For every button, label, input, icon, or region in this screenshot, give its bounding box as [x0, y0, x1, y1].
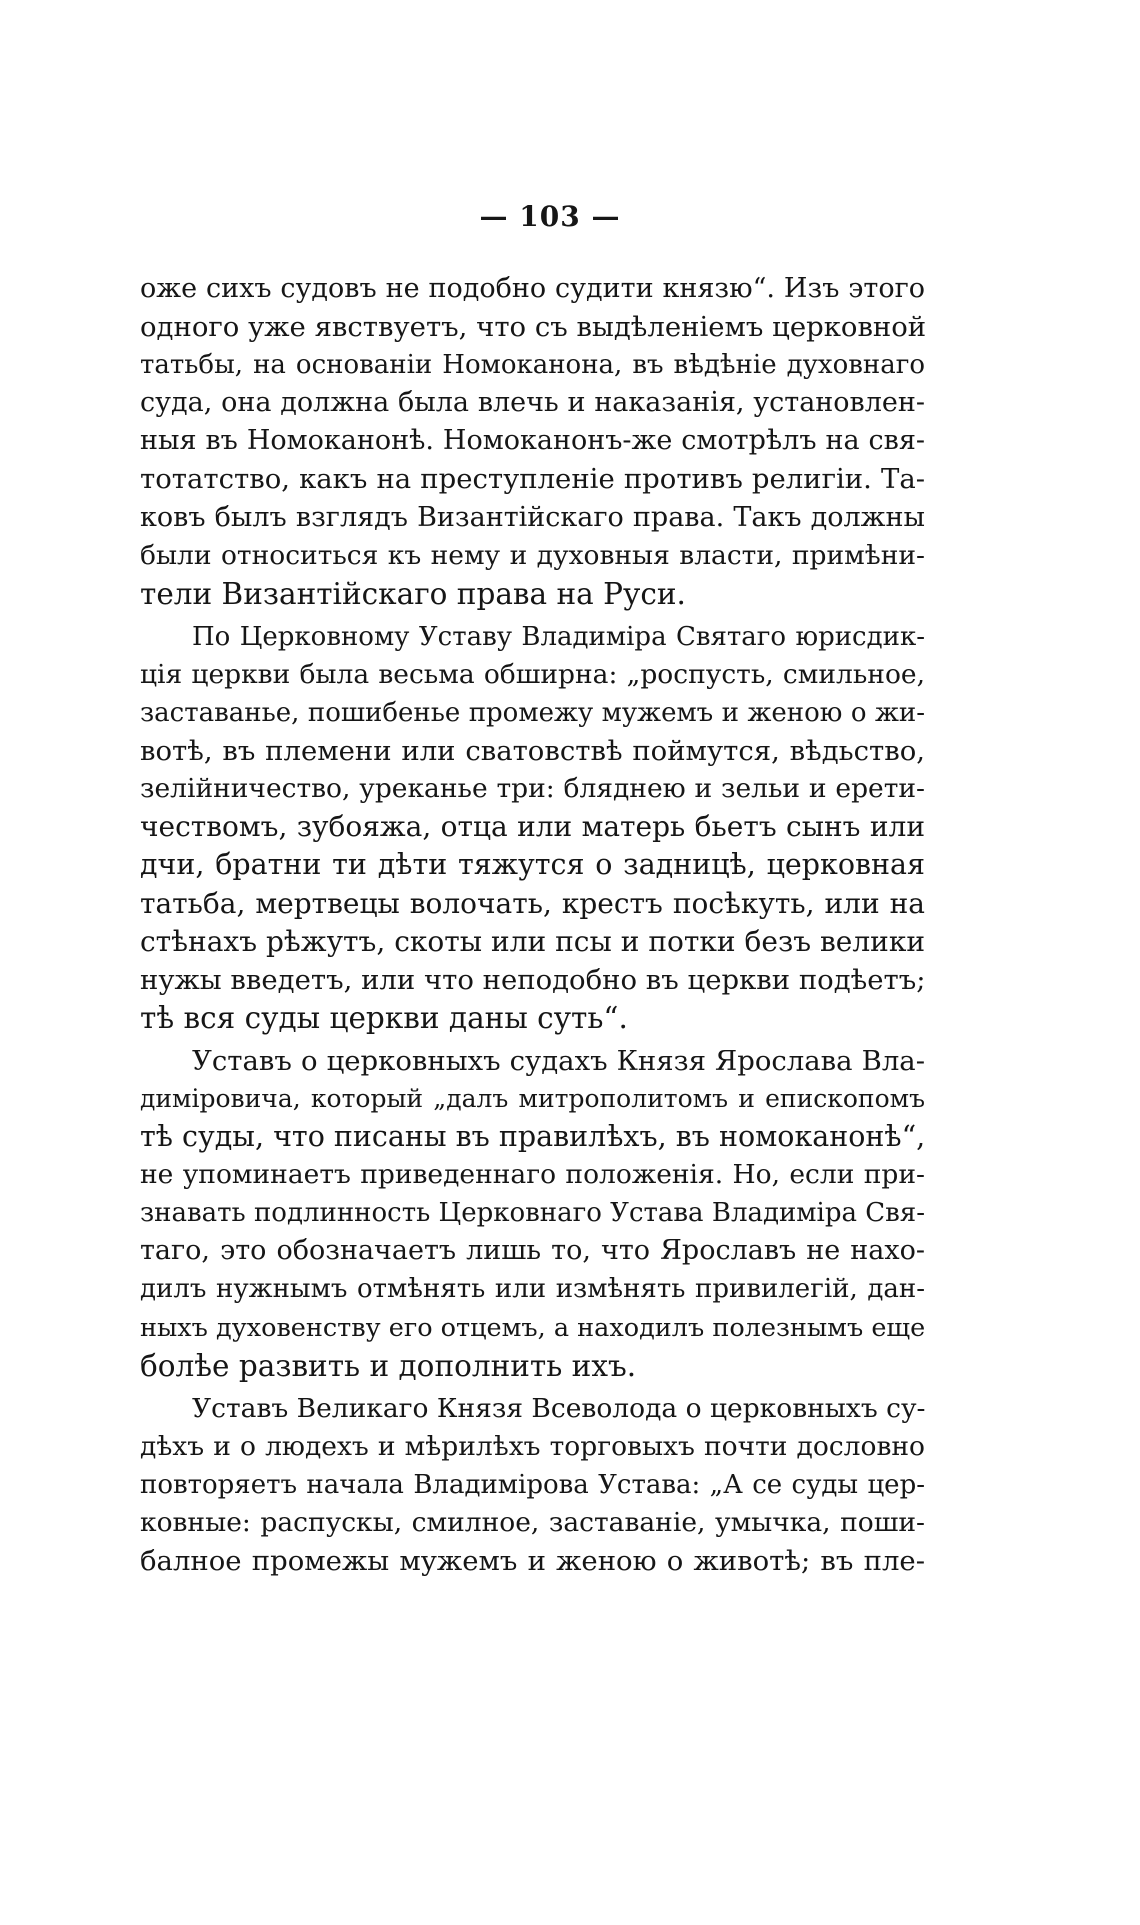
text-line: татьба, мертвецы волочать, крестъ посѣкуть, или на: [140, 886, 925, 920]
text-line: дчи, братни ти дѣти тяжутся о задницѣ, церковная: [140, 848, 925, 882]
text-line: дилъ нужнымъ отмѣнять или измѣнять привилегій, дан-: [140, 1274, 925, 1305]
text-line: знавать подлинность Церковнаго Устава Владиміра Свя-: [140, 1198, 925, 1229]
text-line: не упоминаетъ приведеннаго положенія. Но, если при-: [140, 1159, 925, 1191]
text-line: были относиться къ нему и духовныя власти, примѣни-: [140, 539, 925, 571]
paragraph-3: [140, 1042, 925, 1385]
text-line: ныхъ духовенству его отцемъ, а находилъ полезнымъ еще: [140, 1312, 926, 1343]
text-line: ція церкви была весьма обширна: „роспусть, смильное,: [140, 658, 925, 690]
text-line: оже сихъ судовъ не подобно судити князю“. Изъ этого: [140, 273, 925, 304]
text-line: дѣхъ и о людехъ и мѣрилѣхъ торговыхъ почти дословно: [140, 1430, 925, 1462]
text-line: вотѣ, въ племени или сватовствѣ поймутся, вѣдьство,: [140, 735, 925, 768]
text-line: повторяетъ начала Владимірова Устава: „А се суды цер-: [140, 1469, 925, 1500]
text-line: ковные: распускы, смилное, заставаніе, умычка, поши-: [140, 1507, 925, 1538]
text-line: Уставъ Великаго Князя Всеволода о церковныхъ су-: [192, 1392, 926, 1424]
text-line: нужы введетъ, или что неподобно въ церкви подѣетъ;: [140, 963, 926, 996]
text-line: ныя въ Номоканонѣ. Номоканонъ-же смотрѣлъ на свя-: [140, 425, 925, 457]
text-line: одного уже явствуетъ, что съ выдѣленіемъ церковной: [140, 311, 927, 344]
text-line: балное промежы мужемъ и женою о животѣ; въ пле-: [140, 1545, 925, 1578]
text-line: стѣнахъ рѣжутъ, скоты или псы и потки безъ велики: [140, 924, 925, 958]
text-line: тели Византійскаго права на Руси.: [140, 576, 686, 611]
text-line: Уставъ о церковныхъ судахъ Князя Ярослава Вла-: [192, 1044, 925, 1077]
text-line: таго, это обозначаетъ лишь то, что Ярославъ не нахо-: [140, 1235, 925, 1267]
text-line: тѣ вся суды церкви даны суть“.: [140, 1000, 628, 1035]
paragraph-1: [140, 270, 925, 613]
body-text: [140, 270, 925, 1580]
page-number: — 103 —: [479, 200, 621, 233]
text-line: По Церковному Уставу Владиміра Святаго юрисдик-: [192, 621, 925, 652]
text-line: тѣ суды, что писаны въ правилѣхъ, въ номоканонѣ“,: [140, 1120, 926, 1154]
text-line: ковъ былъ взглядъ Византійскаго права. Такъ должны: [140, 501, 925, 533]
text-line: тотатство, какъ на преступленіе противъ религіи. Та-: [140, 463, 925, 496]
text-line: татьбы, на основаніи Номоканона, въ вѣдѣніе духовнаго: [140, 350, 925, 381]
paragraph-2: [140, 618, 925, 1037]
text-line: диміровича, который „далъ митрополитомъ и епископомъ: [140, 1083, 925, 1113]
text-line: зелійничество, уреканье три: бляднею и зельи и ерети-: [140, 773, 925, 805]
paragraph-4: [140, 1390, 925, 1580]
text-line: чествомъ, зубояжа, отца или матерь бьетъ сынъ или: [140, 810, 925, 844]
text-line: заставанье, пошибенье промежу мужемъ и женою о жи-: [140, 698, 925, 729]
text-line: болѣе развить и дополнить ихъ.: [140, 1348, 637, 1383]
text-line: суда, она должна была влечь и наказанія, установлен-: [140, 387, 925, 419]
